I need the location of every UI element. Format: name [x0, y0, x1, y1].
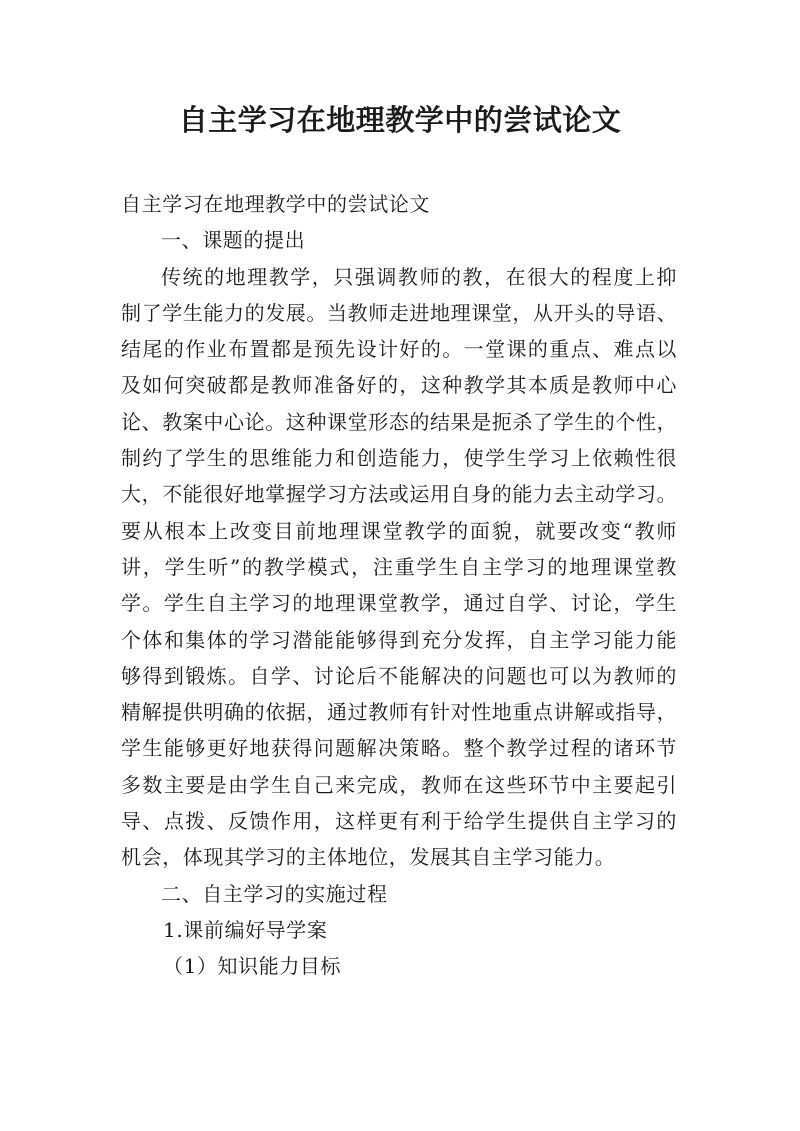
paragraph-line: 导、点拨、反馈作用，这样更有利于给学生提供自主学习的 [121, 809, 677, 834]
document-body [121, 186, 677, 985]
paragraph-line: 个体和集体的学习潜能能够得到充分发挥，自主学习能力能 [121, 627, 677, 652]
paragraph-line: 精解提供明确的依据，通过教师有针对性地重点讲解或指导， [121, 700, 677, 725]
paragraph-line: 学。学生自主学习的地理课堂教学，通过自学、讨论，学生 [121, 591, 677, 616]
paragraph-line: 及如何突破都是教师准备好的，这种教学其本质是教师中心 [121, 373, 677, 398]
paragraph-line: 论、教案中心论。这种课堂形态的结果是扼杀了学生的个性， [121, 409, 677, 434]
paragraph-line: 机会，体现其学习的主体地位，发展其自主学习能力。 [121, 845, 616, 870]
section-heading-2: 二、自主学习的实施过程 [161, 881, 388, 906]
paragraph-line: 制了学生能力的发展。当教师走进地理课堂，从开头的导语、 [121, 300, 677, 325]
subsection-heading: 1.课前编好导学案 [163, 917, 328, 942]
paragraph-line: 传统的地理教学，只强调教师的教，在很大的程度上抑 [161, 264, 677, 289]
paragraph-line: 结尾的作业布置都是预先设计好的。一堂课的重点、难点以 [121, 337, 677, 362]
subtitle-line: 自主学习在地理教学中的尝试论文 [121, 192, 430, 216]
paragraph-line: 讲，学生听”的教学模式，注重学生自主学习的地理课堂教 [121, 554, 677, 579]
section-heading-1: 一、课题的提出 [161, 228, 306, 253]
document-title: 自主学习在地理教学中的尝试论文 [178, 103, 622, 137]
paragraph-line: 制约了学生的思维能力和创造能力，使学生学习上依赖性很 [121, 446, 677, 471]
paragraph-line: 大，不能很好地掌握学习方法或运用自身的能力去主动学习。 [121, 482, 677, 507]
paragraph-line: 学生能够更好地获得问题解决策略。整个教学过程的诸环节 [121, 736, 677, 761]
paragraph-line: 够得到锻炼。自学、讨论后不能解决的问题也可以为教师的 [121, 663, 677, 688]
subsubsection-heading: （1）知识能力目标 [163, 954, 342, 979]
paragraph-line: 多数主要是由学生自己来完成，教师在这些环节中主要起引 [121, 772, 677, 797]
paragraph-line: 要从根本上改变目前地理课堂教学的面貌，就要改变“教师 [121, 518, 677, 543]
